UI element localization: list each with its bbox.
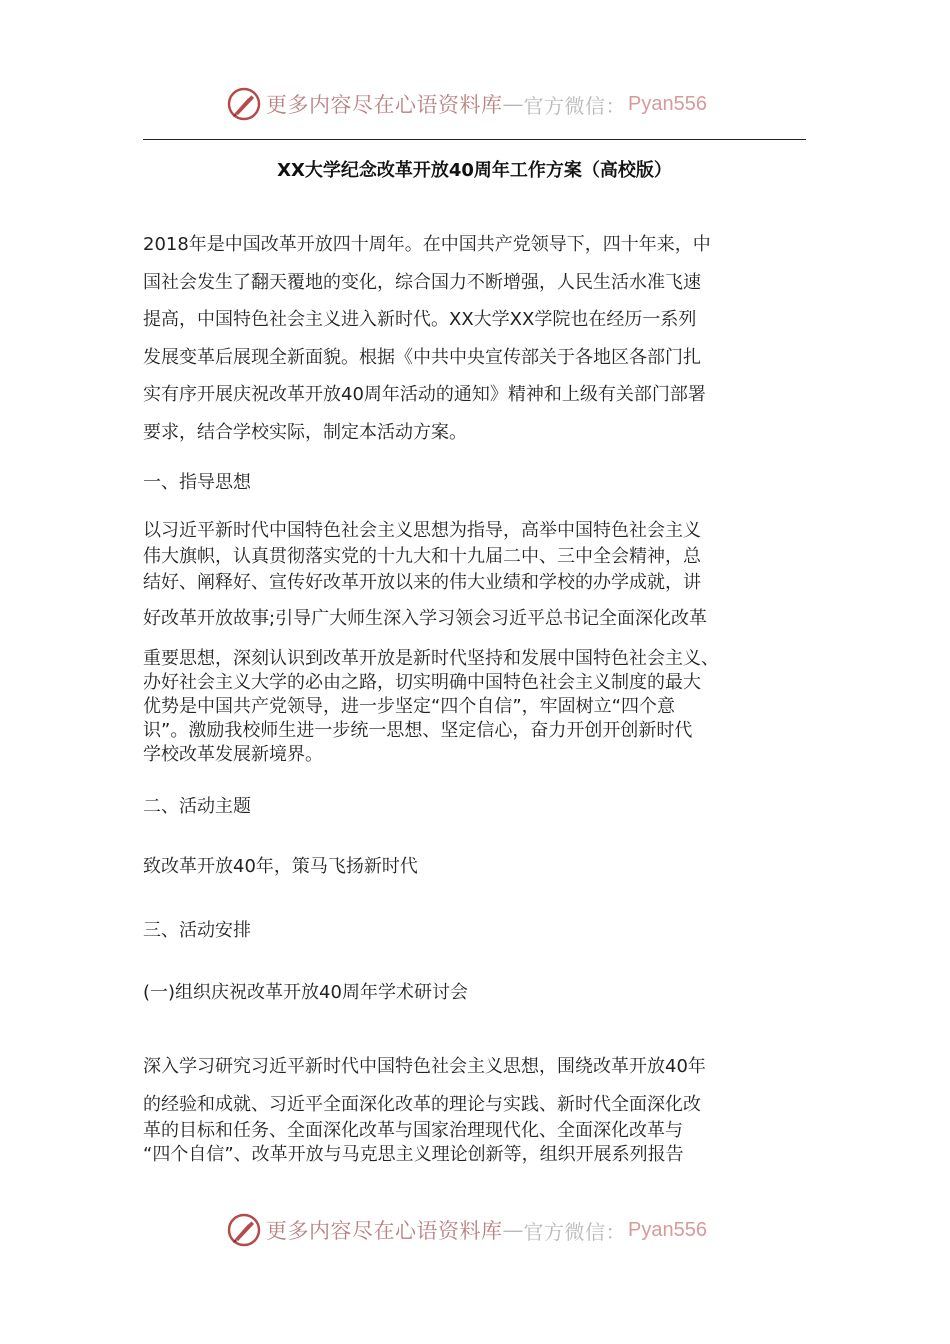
seminar-line: 深入学习研究习近平新时代中国特色社会主义思想，围绕改革开放40年 [143, 1056, 706, 1077]
intro-line: 实有序开展庆祝改革开放40周年活动的通知》精神和上级有关部门部署 [143, 384, 706, 405]
guiding-line: 结好、阐释好、宣传好改革开放以来的伟大业绩和学校的办学成就，讲 [143, 572, 701, 593]
guiding-line: 优势是中国共产党领导，进一步坚定“四个自信”，牢固树立“四个意 [143, 696, 675, 717]
intro-line: 提高，中国特色社会主义进入新时代。XX大学XX学院也在经历一系列 [143, 309, 697, 330]
section-heading-guiding: 一、指导思想 [143, 472, 251, 493]
intro-line: 发展变革后展现全新面貌。根据《中共中央宣传部关于各地区各部门扎 [143, 347, 701, 368]
seminar-line: 革的目标和任务、全面深化改革与国家治理现代化、全面深化改革与 [143, 1120, 683, 1141]
banner-wechat-label: 官方微信： [523, 93, 626, 118]
header-banner [226, 82, 707, 126]
banner-main-text: 更多内容尽在心语资料库 [266, 93, 503, 117]
section-heading-theme: 二、活动主题 [143, 796, 251, 817]
guiding-line: 识”。激励我校师生进一步统一思想、坚定信心，奋力开创开创新时代 [143, 720, 693, 741]
banner-wechat-label: 官方微信： [523, 1219, 626, 1244]
document-title: XX大学纪念改革开放40周年工作方案（高校版） [277, 160, 672, 181]
guiding-line: 以习近平新时代中国特色社会主义思想为指导，高举中国特色社会主义 [143, 520, 701, 541]
guiding-line: 好改革开放故事;引导广大师生深入学习领会习近平总书记全面深化改革 [143, 608, 708, 629]
quill-pen-logo-icon [226, 1212, 262, 1248]
guiding-line: 办好社会主义大学的必由之路，切实明确中国特色社会主义制度的最大 [143, 672, 701, 693]
banner-separator: — [502, 1218, 524, 1242]
intro-line: 国社会发生了翻天覆地的变化，综合国力不断增强，人民生活水准飞速 [143, 272, 701, 293]
guiding-line: 重要思想，深刻认识到改革开放是新时代坚持和发展中国特色社会主义、 [143, 648, 719, 669]
subsection-heading-seminar: (一)组织庆祝改革开放40周年学术研讨会 [143, 982, 468, 1003]
activity-theme: 致改革开放40年，策马飞扬新时代 [143, 856, 418, 877]
banner-main-text: 更多内容尽在心语资料库 [266, 1219, 503, 1243]
guiding-line: 学校改革发展新境界。 [143, 744, 323, 765]
header-rule [143, 139, 806, 140]
intro-line: 要求，结合学校实际，制定本活动方案。 [143, 422, 467, 443]
intro-line: 2018年是中国改革开放四十周年。在中国共产党领导下，四十年来，中 [143, 234, 711, 255]
seminar-line: 的经验和成就、习近平全面深化改革的理论与实践、新时代全面深化改 [143, 1094, 701, 1115]
guiding-line: 伟大旗帜，认真贯彻落实党的十九大和十九届二中、三中全会精神，总 [143, 546, 701, 567]
footer-banner [226, 1208, 707, 1252]
seminar-line: “四个自信”、改革开放与马克思主义理论创新等，组织开展系列报告 [143, 1144, 684, 1165]
banner-wechat-handle: Pyan556 [628, 1218, 707, 1241]
section-heading-arrangement: 三、活动安排 [143, 920, 251, 941]
banner-wechat-handle: Pyan556 [628, 92, 707, 115]
banner-separator: — [502, 92, 524, 116]
quill-pen-logo-icon [226, 86, 262, 122]
